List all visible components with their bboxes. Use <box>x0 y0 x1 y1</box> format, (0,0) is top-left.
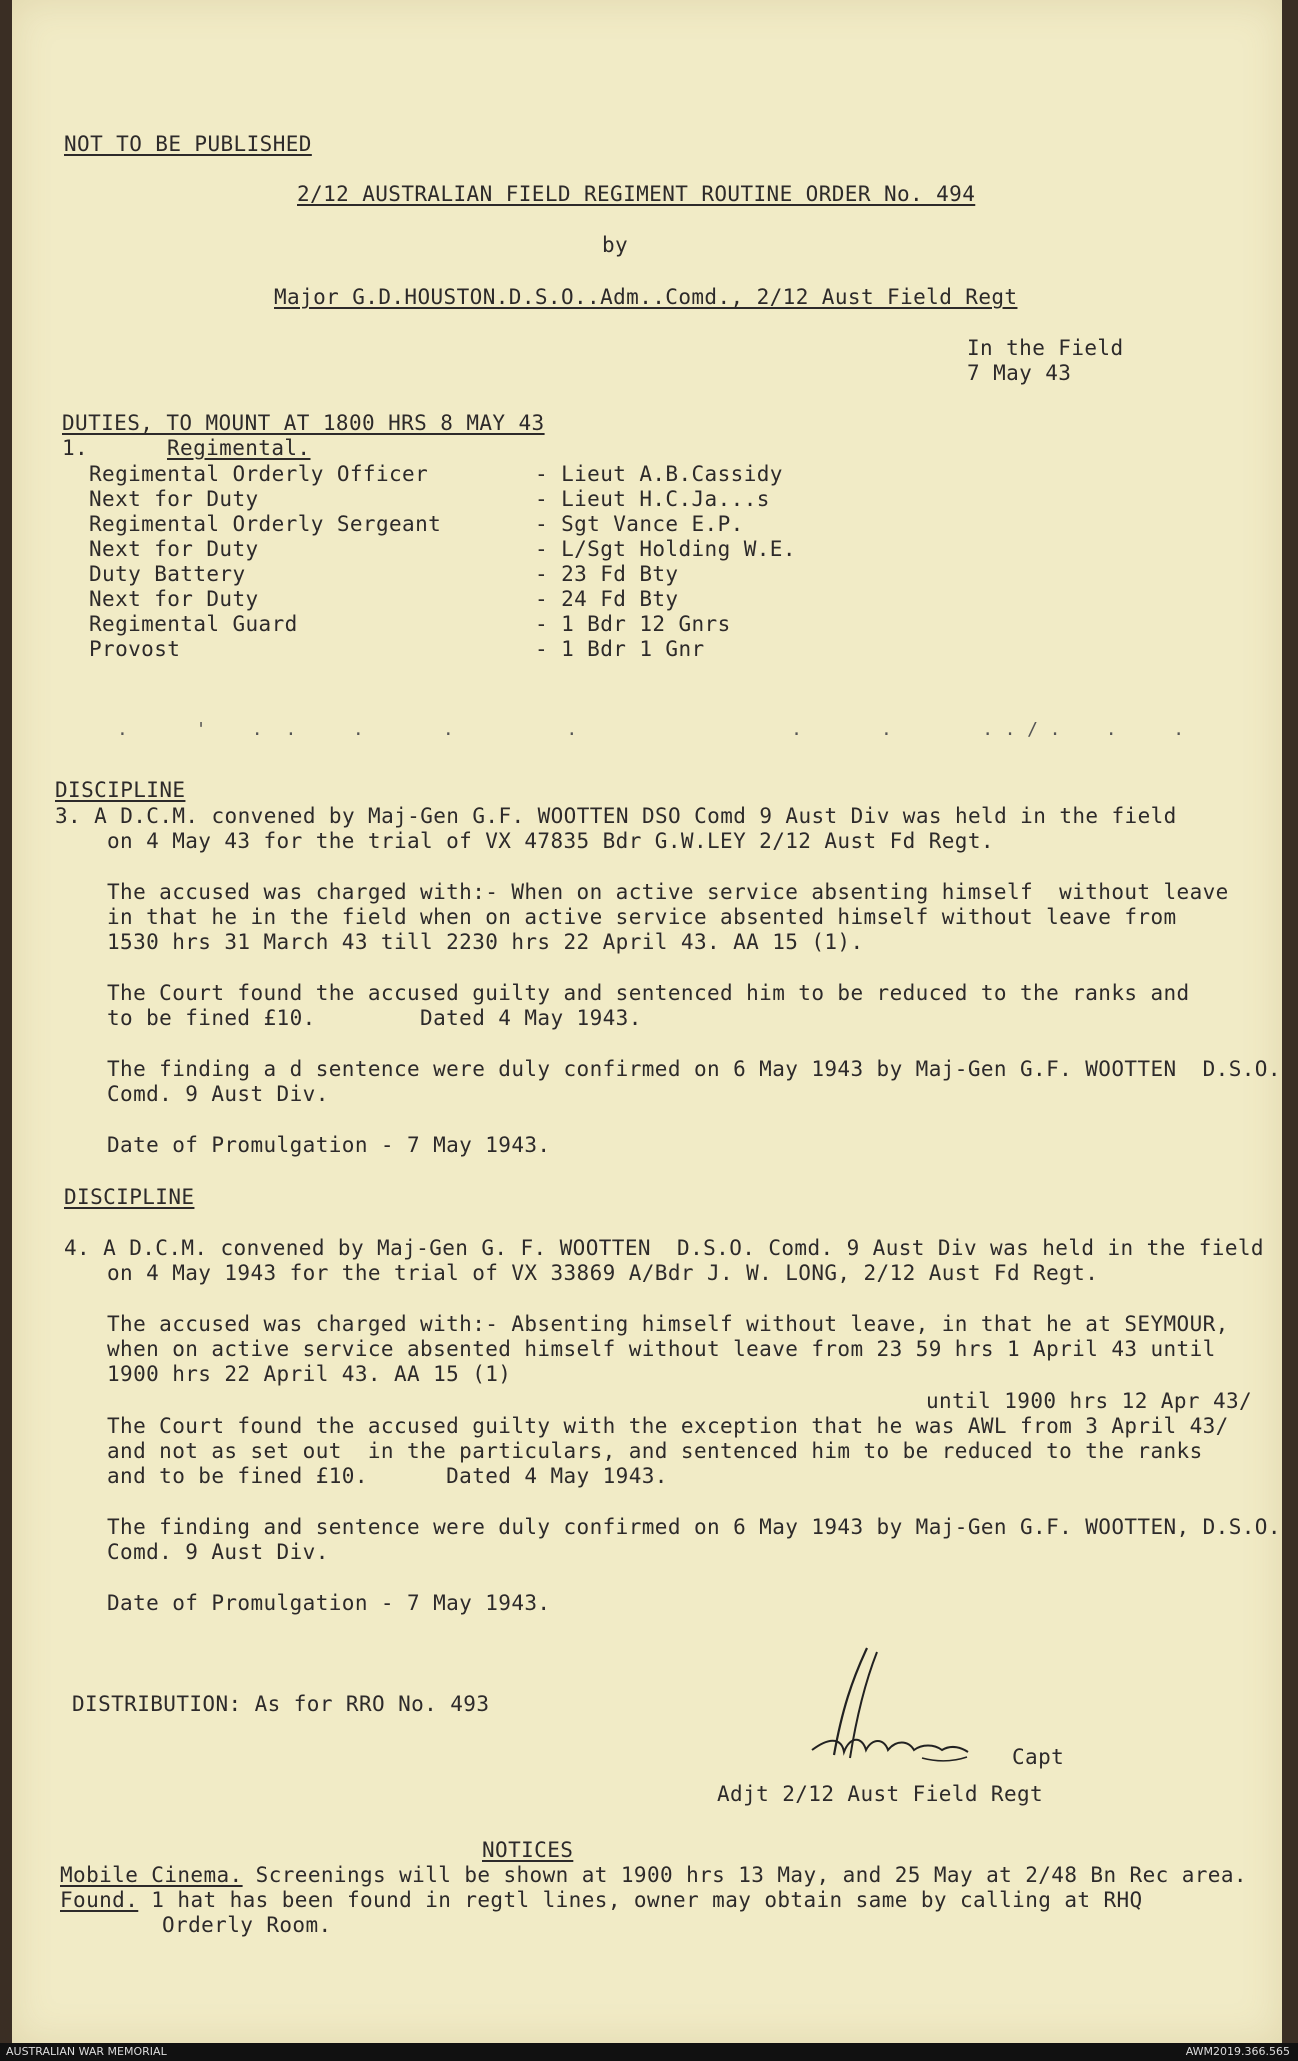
notice-found <box>60 1888 1143 1912</box>
duty-assignee: - L/Sgt Holding W.E. <box>535 537 796 561</box>
duties-section-number: 1. <box>62 436 89 460</box>
discipline-3-charge-3: 1530 hrs 31 March 43 till 2230 hrs 22 April 43. AA 15 (1). <box>107 930 864 954</box>
signatory-rank: Capt <box>1012 1745 1065 1769</box>
discipline-3-promulgation: Date of Promulgation - 7 May 1943. <box>107 1133 551 1157</box>
discipline-3-confirm-1: The finding a d sentence were duly confirmed on 6 May 1943 by Maj-Gen G.F. WOOTTEN D.S.O. <box>107 1057 1281 1081</box>
discipline-4-finding-2: and not as set out in the particulars, and sentenced him to be reduced to the ranks <box>107 1439 1203 1463</box>
discipline-3-finding-1: The Court found the accused guilty and sentenced him to be reduced to the ranks and <box>107 981 1190 1005</box>
archive-footer <box>0 2043 1298 2061</box>
duty-assignee: - Lieut H.C.Ja...s <box>535 487 770 511</box>
notice-found-text-2: Orderly Room. <box>162 1913 332 1937</box>
footer-institution: AUSTRALIAN WAR MEMORIAL <box>6 2045 167 2058</box>
document-title: 2/12 AUSTRALIAN FIELD REGIMENT ROUTINE ORDER No. 494 <box>297 182 976 206</box>
discipline-4-intro-2: on 4 May 1943 for the trial of VX 33869 A/Bdr J. W. LONG, 2/12 Aust Fd Regt. <box>107 1261 1099 1285</box>
discipline-3-confirm-2: Comd. 9 Aust Div. <box>107 1082 329 1106</box>
notice-found-text: 1 hat has been found in regtl lines, owner may obtain same by calling at RHQ <box>138 1888 1143 1912</box>
discipline-3-heading: DISCIPLINE <box>55 778 186 802</box>
duty-role: Regimental Guard <box>89 612 298 636</box>
duties-section-label: Regimental. <box>167 436 311 460</box>
duty-assignee: - Sgt Vance E.P. <box>535 512 744 536</box>
discipline-4-charge-1: The accused was charged with:- Absenting himself without leave, in that he at SEYMOUR, <box>107 1312 1229 1336</box>
duty-role: Next for Duty <box>89 487 259 511</box>
duty-assignee: - 1 Bdr 1 Gnr <box>535 637 705 661</box>
place-line: In the Field <box>967 336 1124 360</box>
duties-heading: DUTIES, TO MOUNT AT 1800 HRS 8 MAY 43 <box>62 411 545 435</box>
discipline-4-intro-1: 4. A D.C.M. convened by Maj-Gen G. F. WOOTTEN D.S.O. Comd. 9 Aust Div was held in the field <box>64 1236 1264 1260</box>
duty-role: Provost <box>89 637 181 661</box>
by-line: by <box>602 233 629 257</box>
notices-heading: NOTICES <box>482 1838 574 1862</box>
duty-assignee: - 1 Bdr 12 Gnrs <box>535 612 731 636</box>
discipline-4-finding-1: The Court found the accused guilty with the exception that he was AWL from 3 April 43/ <box>107 1414 1229 1438</box>
restriction-marking: NOT TO BE PUBLISHED <box>64 132 312 156</box>
distribution-line: DISTRIBUTION: As for RRO No. 493 <box>72 1692 490 1716</box>
stray-marks: . ' . . . . . . . . . / . . . <box>72 719 1185 740</box>
notice-cinema-text: Screenings will be shown at 1900 hrs 13 May, and 25 May at 2/48 Bn Rec area. <box>242 1863 1247 1887</box>
discipline-4-confirm-1: The finding and sentence were duly confirmed on 6 May 1943 by Maj-Gen G.F. WOOTTEN, D.S.O. <box>107 1515 1281 1539</box>
duty-assignee: - Lieut A.B.Cassidy <box>535 462 783 486</box>
discipline-4-confirm-2: Comd. 9 Aust Div. <box>107 1540 329 1564</box>
document-page <box>12 0 1282 2043</box>
duty-assignee: - 24 Fd Bty <box>535 587 679 611</box>
notice-found-label: Found. <box>60 1888 139 1912</box>
notice-cinema <box>60 1863 1247 1887</box>
footer-accession-number: AWM2019.366.565 <box>1185 2045 1290 2058</box>
discipline-4-promulgation: Date of Promulgation - 7 May 1943. <box>107 1591 551 1615</box>
notice-cinema-label: Mobile Cinema. <box>60 1863 243 1887</box>
duty-role: Next for Duty <box>89 537 259 561</box>
discipline-4-heading: DISCIPLINE <box>64 1185 195 1209</box>
discipline-4-finding-3: and to be fined £10. Dated 4 May 1943. <box>107 1464 668 1488</box>
duty-role: Regimental Orderly Officer <box>89 462 429 486</box>
date-line: 7 May 43 <box>967 361 1072 385</box>
duty-assignee: - 23 Fd Bty <box>535 562 679 586</box>
discipline-4-amendment: until 1900 hrs 12 Apr 43/ <box>926 1389 1253 1413</box>
issuer-line: Major G.D.HOUSTON.D.S.O..Adm..Comd., 2/12 Aust Field Regt <box>274 285 1018 309</box>
signatory-appointment: Adjt 2/12 Aust Field Regt <box>717 1782 1044 1806</box>
duty-role: Regimental Orderly Sergeant <box>89 512 442 536</box>
discipline-3-charge-1: The accused was charged with:- When on active service absenting himself without leave <box>107 880 1229 904</box>
duty-role: Next for Duty <box>89 587 259 611</box>
duty-role: Duty Battery <box>89 562 246 586</box>
handwritten-signature <box>772 1640 1012 1780</box>
discipline-3-charge-2: in that he in the field when on active service absented himself without leave from <box>107 905 1177 929</box>
discipline-4-charge-3: 1900 hrs 22 April 43. AA 15 (1) <box>107 1362 512 1386</box>
discipline-3-finding-2: to be fined £10. Dated 4 May 1943. <box>107 1006 642 1030</box>
discipline-3-intro-2: on 4 May 43 for the trial of VX 47835 Bdr G.W.LEY 2/12 Aust Fd Regt. <box>107 829 994 853</box>
discipline-4-charge-2: when on active service absented himself without leave from 23 59 hrs 1 April 43 until <box>107 1337 1216 1361</box>
discipline-3-intro-1: 3. A D.C.M. convened by Maj-Gen G.F. WOOTTEN DSO Comd 9 Aust Div was held in the field <box>55 804 1177 828</box>
